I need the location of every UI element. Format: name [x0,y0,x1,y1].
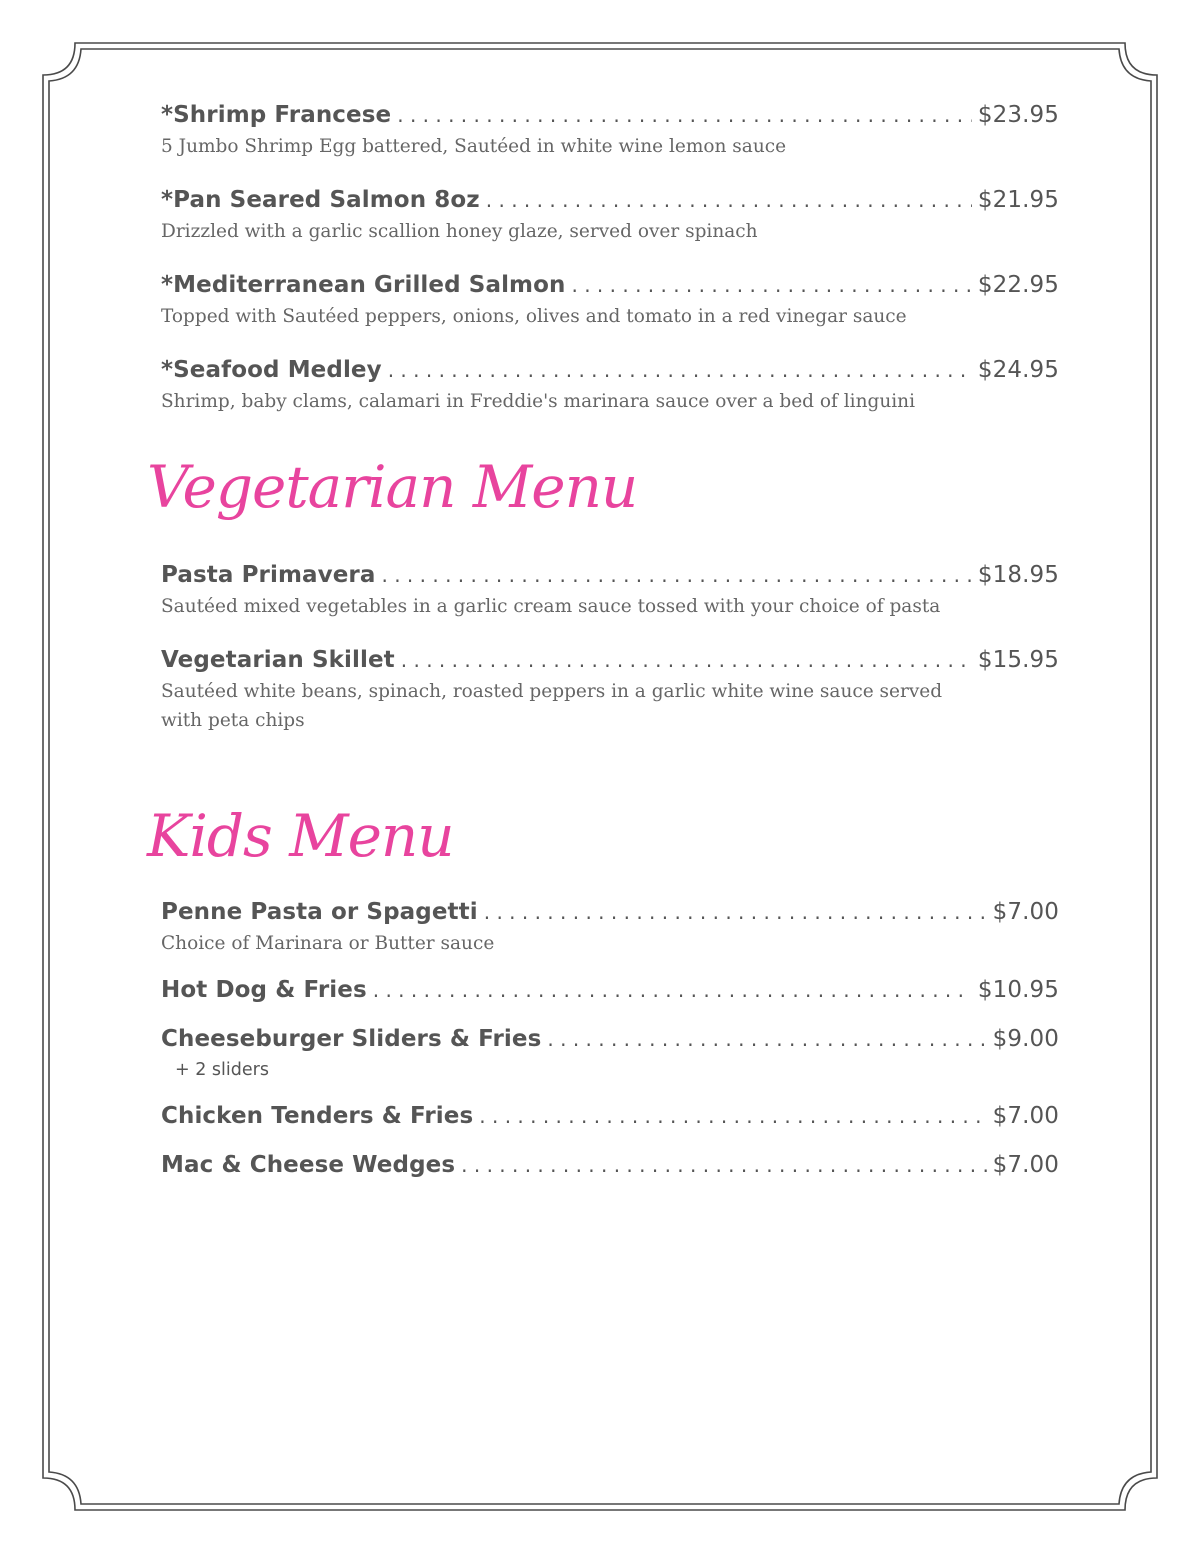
vegetarian-heading: Vegetarian Menu [147,453,638,521]
dot-leader [572,268,972,302]
dot-leader [479,1099,986,1133]
item-description: Drizzled with a garlic scallion honey glaze, served over spinach [161,221,758,242]
item-price: $23.95 [977,102,1059,128]
item-description: Topped with Sautéed peppers, onions, olives and tomato in a red vinegar sauce [161,306,907,327]
item-description: Sautéed mixed vegetables in a garlic cream sauce tossed with your choice of pasta [161,596,941,617]
vegetarian-section [161,558,1059,735]
menu-item [161,973,1059,1007]
menu-item [161,353,1059,416]
item-name: Vegetarian Skillet [161,647,395,673]
kids-heading: Kids Menu [147,802,454,870]
menu-item [161,268,1059,331]
seafood-section [161,98,1059,416]
item-name: Mac & Cheese Wedges [161,1152,456,1178]
item-price: $7.00 [992,899,1059,925]
dot-leader [401,643,972,677]
item-price: $22.95 [977,272,1059,298]
dot-leader [484,895,987,929]
item-name: Penne Pasta or Spagetti [161,899,478,925]
item-price: $24.95 [977,357,1059,383]
item-name: Chicken Tenders & Fries [161,1103,474,1129]
item-name: *Mediterranean Grilled Salmon [161,272,566,298]
dot-leader [461,1148,987,1182]
menu-item [161,1022,1059,1084]
item-name: Hot Dog & Fries [161,977,367,1003]
menu-content [147,98,1059,1197]
item-description: 5 Jumbo Shrimp Egg battered, Sautéed in white wine lemon sauce [161,136,787,157]
item-description: Sautéed white beans, spinach, roasted peppers in a garlic white wine sauce served with peta chips [161,681,943,731]
menu-item [161,558,1059,621]
item-price: $10.95 [977,977,1059,1003]
item-name: *Seafood Medley [161,357,382,383]
dot-leader [382,558,972,592]
item-price: $7.00 [992,1103,1059,1129]
dot-leader [547,1022,986,1056]
menu-item [161,98,1059,161]
item-price: $9.00 [992,1026,1059,1052]
menu-item [161,895,1059,958]
menu-item [161,643,1059,735]
menu-item [161,183,1059,246]
item-description: Shrimp, baby clams, calamari in Freddie's marinara sauce over a bed of linguini [161,391,916,412]
dot-leader [486,183,972,217]
dot-leader [373,973,972,1007]
dot-leader [388,353,972,387]
item-name: *Pan Seared Salmon 8oz [161,187,480,213]
kids-section [161,895,1059,1182]
item-name: Pasta Primavera [161,562,376,588]
item-price: $18.95 [977,562,1059,588]
menu-item [161,1099,1059,1133]
item-name: Cheeseburger Sliders & Fries [161,1026,542,1052]
item-price: $15.95 [977,647,1059,673]
dot-leader [397,98,972,132]
item-note: + 2 sliders [175,1060,269,1080]
item-price: $21.95 [977,187,1059,213]
item-name: *Shrimp Francese [161,102,392,128]
item-description: Choice of Marinara or Butter sauce [161,933,495,954]
item-price: $7.00 [992,1152,1059,1178]
menu-item [161,1148,1059,1182]
